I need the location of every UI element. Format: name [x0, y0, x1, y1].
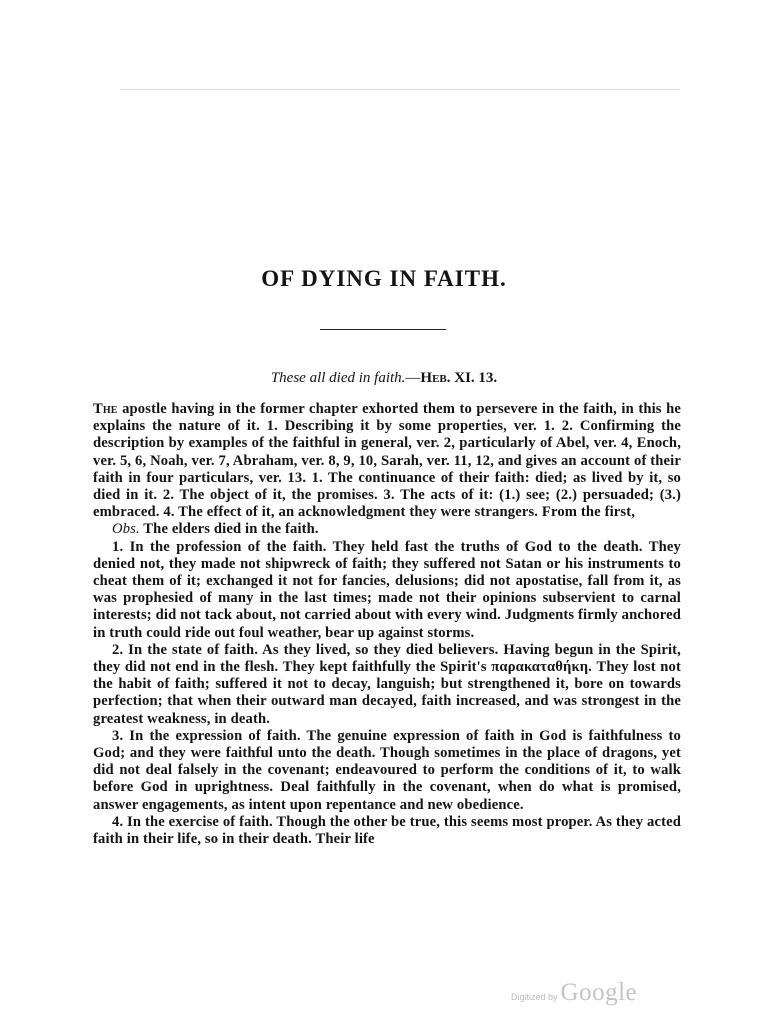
- body-text: [93, 401, 681, 848]
- page-edge-line: [120, 89, 680, 90]
- epigraph-ref-verse: XI. 13.: [450, 370, 498, 386]
- title-divider: [320, 329, 446, 330]
- lead-word: The: [93, 401, 118, 417]
- epigraph-dash: —: [405, 370, 421, 386]
- paragraph-obs: [93, 521, 681, 538]
- google-logo: Google: [560, 979, 638, 1006]
- digitized-by-text: Digitized by: [511, 992, 558, 1002]
- paragraph-intro-text: apostle having in the former chapter exhorted them to persevere in the faith, in this he explains the nature of it. 1. Describing it by some properties, ver. 1. 2. Confirming the description by examples of the faithful in general, ver. 2, particularly of Abel, ver. 4, Enoch, ver. 5, 6, Noah, ver. 7, Abraham, ver. 8, 9, 10, Sarah, ver. 11, 12, and gives an account of their faith in four particulars, ver. 13. 1. The continuance of their faith: died; as lived by it, so died in it. 2. The object of it, the promises. 3. The acts of it: (1.) see; (2.) persuaded; (3.) embraced. 4. The effect of it, an acknowledgment they were strangers. From the first,: [93, 401, 681, 521]
- epigraph-ref-book: Heb.: [420, 370, 451, 386]
- obs-label: Obs.: [112, 521, 140, 538]
- epigraph-quote: These all died in faith.: [270, 370, 406, 386]
- paragraph-point-4: 4. In the exercise of faith. Though the other be true, this seems most proper. As they acted faith in their life, so in their death. Their life: [93, 813, 681, 848]
- epigraph: [0, 370, 768, 387]
- obs-text: The elders died in the faith.: [139, 521, 319, 538]
- paragraph-point-3: 3. In the expression of faith. The genuine expression of faith in God is faithfulness to God; and they were faithful unto the death. Though sometimes in the place of dragons, yet did not deal falsely in the covenant; endeavoured to perform the conditions of it, to walk before God in uprightness. Deal faithfully in the covenant, when do what is promised, answer engagements, as intent upon repentance and new obedience.: [93, 727, 681, 813]
- digitized-watermark: [511, 979, 637, 1007]
- paragraph-point-1: 1. In the profession of the faith. They held fast the truths of God to the death. They denied not, they made not shipwreck of faith; they suffered not Satan or his instruments to cheat them of it; exchanged it not for fancies, delusions; did not apostatise, fall from it, as was prophesied of many in the last times; made not their opinions subservient to carnal interests; did not tack about, not carried about with every wind. Judgments firmly anchored in truth could ride out foul weather, bear up against storms.: [93, 538, 681, 641]
- paragraph-intro: [93, 401, 681, 521]
- chapter-title: OF DYING IN FAITH.: [261, 266, 507, 291]
- paragraph-point-2: 2. In the state of faith. As they lived, so they died believers. Having begun in the Spirit, they did not end in the flesh. They kept faithfully the Spirit's παρακαταθήκη. They lost not the habit of faith; suffered it not to decay, languish; but strengthened it, bore on towards perfection; that when their outward man decayed, faith increased, and was strongest in the greatest weakness, in death.: [93, 641, 681, 727]
